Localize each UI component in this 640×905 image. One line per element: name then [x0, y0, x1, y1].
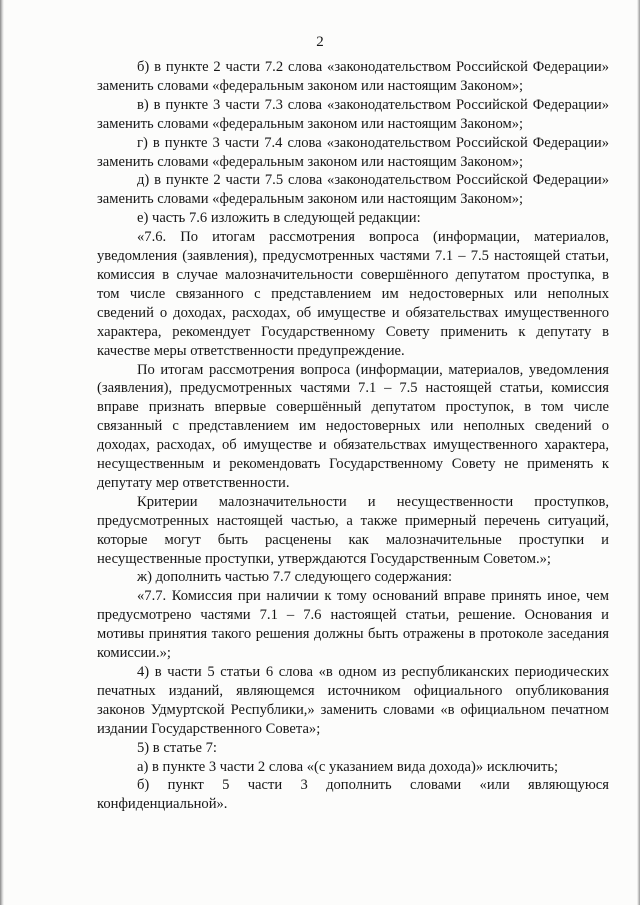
paragraph-7-6-text: «7.6. По итогам рассмотрения вопроса (информации, материалов, уведомления (заявления), предусмотренных частями 7.1 – 7.5 настоящей статьи, комиссия в случае малозначительности совершённого депутатом проступка, в том числе связанного с представлением им недостоверных или неполных сведений о доходах, расходах, об имуществе и обязательствах имущественного характера, рекомендует Государственному Совету применить к депутату в качестве меры ответственности предупреждение.	[97, 229, 609, 359]
paragraph-a-part-2: а) в пункте 3 части 2 слова «(с указанием вида дохода)» исключить;	[137, 758, 559, 775]
paragraph-b-part-3: б) пункт 5 части 3 дополнить словами «или являющуюся конфиденциальной».	[97, 777, 609, 813]
paragraph-7-7-text: «7.7. Комиссия при наличии к тому оснований вправе принять иное, чем предусмотрено частями 7.1 – 7.6 настоящей статьи, решение. Основания и мотивы принятия такого решения должны быть отражены в протоколе заседания комиссии.»;	[97, 588, 609, 662]
paragraph-7-6-criteria: Критерии малозначительности и несущественности проступков, предусмотренных настоящей частью, а также примерный перечень ситуаций, которые могут быть расценены как малозначительные проступки и несущественные проступки, утверждаются Государственным Советом.»;	[97, 493, 609, 567]
paragraph-7-6-second: По итогам рассмотрения вопроса (информации, материалов, уведомления (заявления), предусмотренных частями 7.1 – 7.5 настоящей статьи, комиссия вправе признать впервые совершённый депутатом проступок, в том числе связанный с представлением им недостоверных или неполных сведений о доходах, расходах, об имуществе и обязательствах имущественного характера, несущественным и рекомендовать Государственному Совету не применять к депутату мер ответственности.	[97, 361, 609, 491]
paragraph-4-article-6: 4) в части 5 статьи 6 слова «в одном из республиканских периодических печатных изданий, являющемся источником официального опубликования законов Удмуртской Республики,» заменить словами «в официальном печатном издании Государственного Совета»;	[97, 664, 609, 737]
paragraph-e-7-6-intro: е) часть 7.6 изложить в следующей редакции:	[137, 210, 421, 227]
document-body	[97, 58, 609, 814]
paragraph-d-7-5: д) в пункте 2 части 7.5 слова «законодательством Российской Федерации» заменить словами «федеральным законом или настоящим Законом»;	[97, 172, 609, 208]
paragraph-v-7-3: в) в пункте 3 части 7.3 слова «законодательством Российской Федерации» заменить словами «федеральным законом или настоящим Законом»;	[97, 96, 609, 132]
paragraph-5-article-7: 5) в статье 7:	[137, 739, 217, 756]
paragraph-g-7-4: г) в пункте 3 части 7.4 слова «законодательством Российской Федерации» заменить словами «федеральным законом или настоящим Законом»;	[97, 134, 609, 170]
paragraph-zh-7-7-intro: ж) дополнить частью 7.7 следующего содержания:	[137, 569, 453, 586]
paragraph-b-7-2: б) в пункте 2 части 7.2 слова «законодательством Российской Федерации» заменить словами «федеральным законом или настоящим Законом»;	[97, 59, 609, 94]
page-number: 2	[316, 34, 324, 50]
scan-edge-left	[0, 0, 4, 905]
